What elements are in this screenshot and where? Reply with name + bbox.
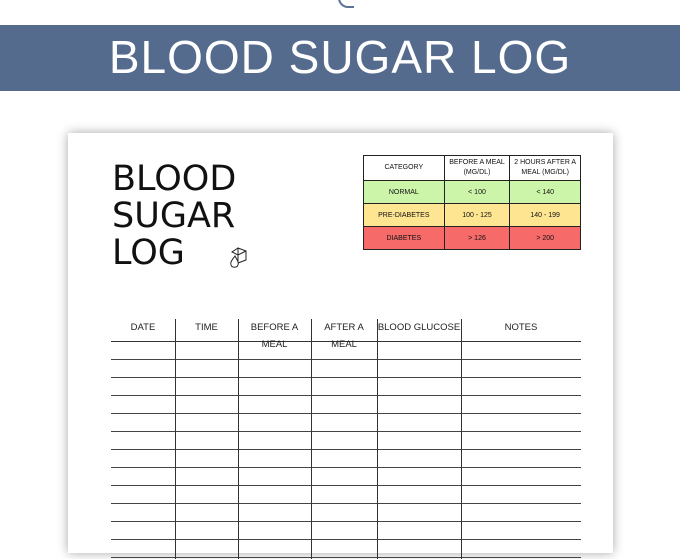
ref-after: < 140 (510, 181, 581, 204)
ref-after: > 200 (510, 227, 581, 250)
column-divider (175, 319, 176, 559)
ref-category: DIABETES (364, 227, 445, 250)
ref-before: 100 - 125 (444, 204, 510, 227)
ref-category: PRE-DIABETES (364, 204, 445, 227)
log-entry-row[interactable] (111, 468, 581, 486)
ref-category: NORMAL (364, 181, 445, 204)
log-header-time: TIME (195, 322, 218, 333)
ref-after: 140 - 199 (510, 204, 581, 227)
log-entry-row[interactable] (111, 522, 581, 540)
log-entry-row[interactable] (111, 414, 581, 432)
log-entry-row[interactable] (111, 360, 581, 378)
log-header-blood-glucose: BLOOD GLUCOSE (377, 322, 461, 333)
column-divider (377, 319, 378, 559)
log-entry-row[interactable] (111, 378, 581, 396)
ref-row-normal (364, 181, 581, 204)
log-header-row (111, 319, 581, 350)
top-decoration-icon (338, 0, 354, 8)
banner-title: BLOOD SUGAR LOG (108, 31, 572, 83)
ref-header-before: BEFORE A MEAL (MG/DL) (444, 156, 510, 181)
log-entry-row[interactable] (111, 504, 581, 522)
header-banner (0, 25, 680, 91)
ref-row-diabetes (364, 227, 581, 250)
log-header-after-meal: AFTER A MEAL (324, 322, 364, 350)
column-divider (461, 319, 462, 559)
ref-before: > 126 (444, 227, 510, 250)
page-title-line-3: LOG (112, 233, 185, 273)
log-sheet-page (68, 133, 613, 553)
log-entry-row[interactable] (111, 396, 581, 414)
log-header-before-meal: BEFORE A MEAL (250, 322, 299, 350)
log-header-date: DATE (130, 322, 156, 333)
log-entry-row[interactable] (111, 486, 581, 504)
log-header-notes: NOTES (504, 322, 538, 333)
reference-ranges-table (363, 155, 581, 250)
column-divider (238, 319, 239, 559)
log-entry-row[interactable] (111, 342, 581, 360)
sugar-cube-drop-icon (229, 247, 249, 269)
ref-before: < 100 (444, 181, 510, 204)
page-title-line-2: SUGAR (112, 196, 236, 236)
glucose-log-table (111, 319, 581, 558)
column-divider (311, 319, 312, 559)
log-body (111, 342, 581, 558)
ref-header-category: CATEGORY (364, 156, 445, 181)
log-entry-row[interactable] (111, 450, 581, 468)
log-entry-row[interactable] (111, 432, 581, 450)
ref-row-pre-diabetes (364, 204, 581, 227)
log-entry-row[interactable] (111, 540, 581, 558)
ref-header-after: 2 HOURS AFTER A MEAL (MG/DL) (510, 156, 581, 181)
page-title-line-1: BLOOD (112, 159, 237, 199)
